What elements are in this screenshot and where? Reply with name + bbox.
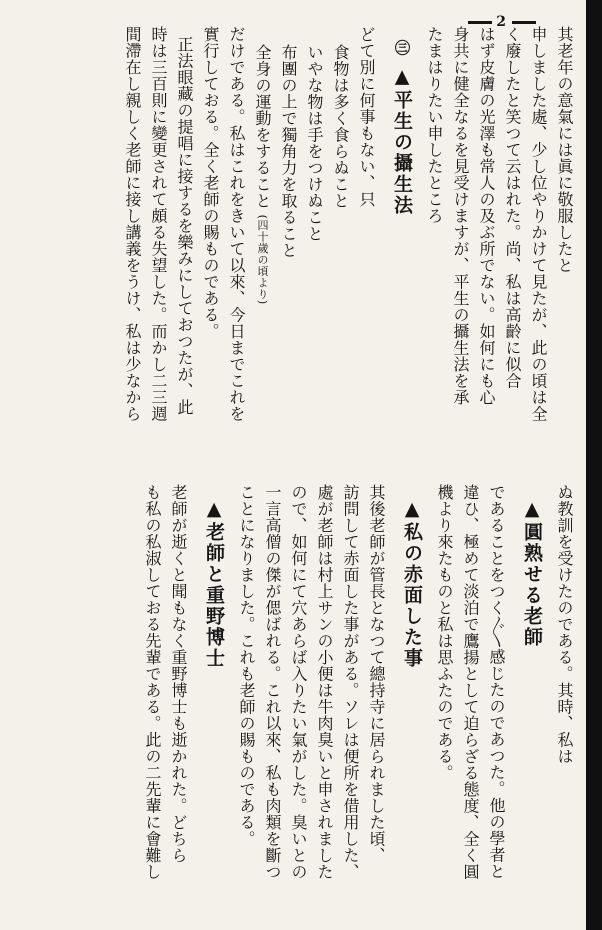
lower-section <box>22 484 572 924</box>
text-column: はず皮膚の光澤も常人の及ぶ所でない。如何にも心 <box>477 26 496 406</box>
text-column: 身共に健全なるを見受けますが、平生の攝生法を承 <box>451 26 470 406</box>
section-heading: ▲老師と重野博士 <box>203 498 225 669</box>
text-column: 其老年の意氣には眞に敬服したと <box>555 26 574 274</box>
text-column: 處が老師は村上サンの小便は牛肉臭いと申されました <box>315 484 334 880</box>
text-column: 實行しておる。全く老師の賜ものである。 <box>201 26 220 340</box>
text-line: 全身の運動をすること <box>253 44 272 209</box>
text-column: どて別に何事もない、只 <box>357 26 376 208</box>
text-column: 訪問して赤面した事がある。ソレは便所を借用した、 <box>341 484 360 880</box>
circle-mark: ㊂ <box>393 40 411 57</box>
text-column: 食物は多く食らぬこと <box>331 44 350 209</box>
page-number: 2 <box>464 14 540 30</box>
text-column: ぬ教訓を受けたのである。其時、私は <box>555 484 574 765</box>
text-column: 正法眼藏の提唱に接するを樂みにしておつたが、此 <box>175 36 194 416</box>
text-column: 其後老師が管長となつて總持寺に居られました頃、 <box>367 484 386 864</box>
text-column: 違ひ、極めて淡泊で鷹揚として迫らざる態度、全く圓 <box>461 484 480 880</box>
text-column: 間滯在し親しく老師に接し講義をうけ、私は少なから <box>123 26 142 422</box>
heading-text: ▲平生の攝生法 <box>391 65 413 216</box>
text-column: だけである。私はこれをきいて以來、今日までこれを <box>227 26 246 422</box>
text-column: 一言高僧の傑が偲ばれる。これ以來、私も肉類を斷つ <box>263 484 282 880</box>
text-column: 申しました處、少し位やりかけて見たが、此の頃は全 <box>529 26 548 422</box>
text-column: ので、如何にて穴あらば入りたい氣がした。臭いとの <box>289 484 308 880</box>
text-column: いやな物は手をつけぬこと <box>305 44 324 242</box>
text-column: であることをつく〴〵感じたのであつた。他の學者と <box>487 484 506 880</box>
note-text: (四十歲の頃より) <box>256 214 269 305</box>
text-column: ことになりました。これも老師の賜ものである。 <box>237 484 256 847</box>
text-column: 布團の上で獨角力を取ること <box>279 44 298 259</box>
page-binding-edge <box>586 0 602 930</box>
text-column: く廢したと笑つて云はれた。尚、私は高齡に似合 <box>503 26 522 389</box>
section-heading: ▲圓熟せる老師 <box>521 498 543 648</box>
text-column: も私の私淑しておる先輩である。此の二先輩に會難し <box>143 484 162 880</box>
text-column: 時は三百則に變更されて頗る失望した。而かし二三週 <box>149 26 168 422</box>
text-column: 老師が逝くと聞もなく重野博士も逝かれた。どちら <box>169 484 188 864</box>
text-column: 機より來たものと私は思ふたのである。 <box>435 484 454 781</box>
upper-section <box>22 26 572 480</box>
text-column <box>246 26 270 305</box>
section-heading <box>380 26 413 216</box>
section-heading: ▲私の赤面した事 <box>401 498 423 669</box>
text-column: たまはりたい申したところ <box>425 26 444 224</box>
